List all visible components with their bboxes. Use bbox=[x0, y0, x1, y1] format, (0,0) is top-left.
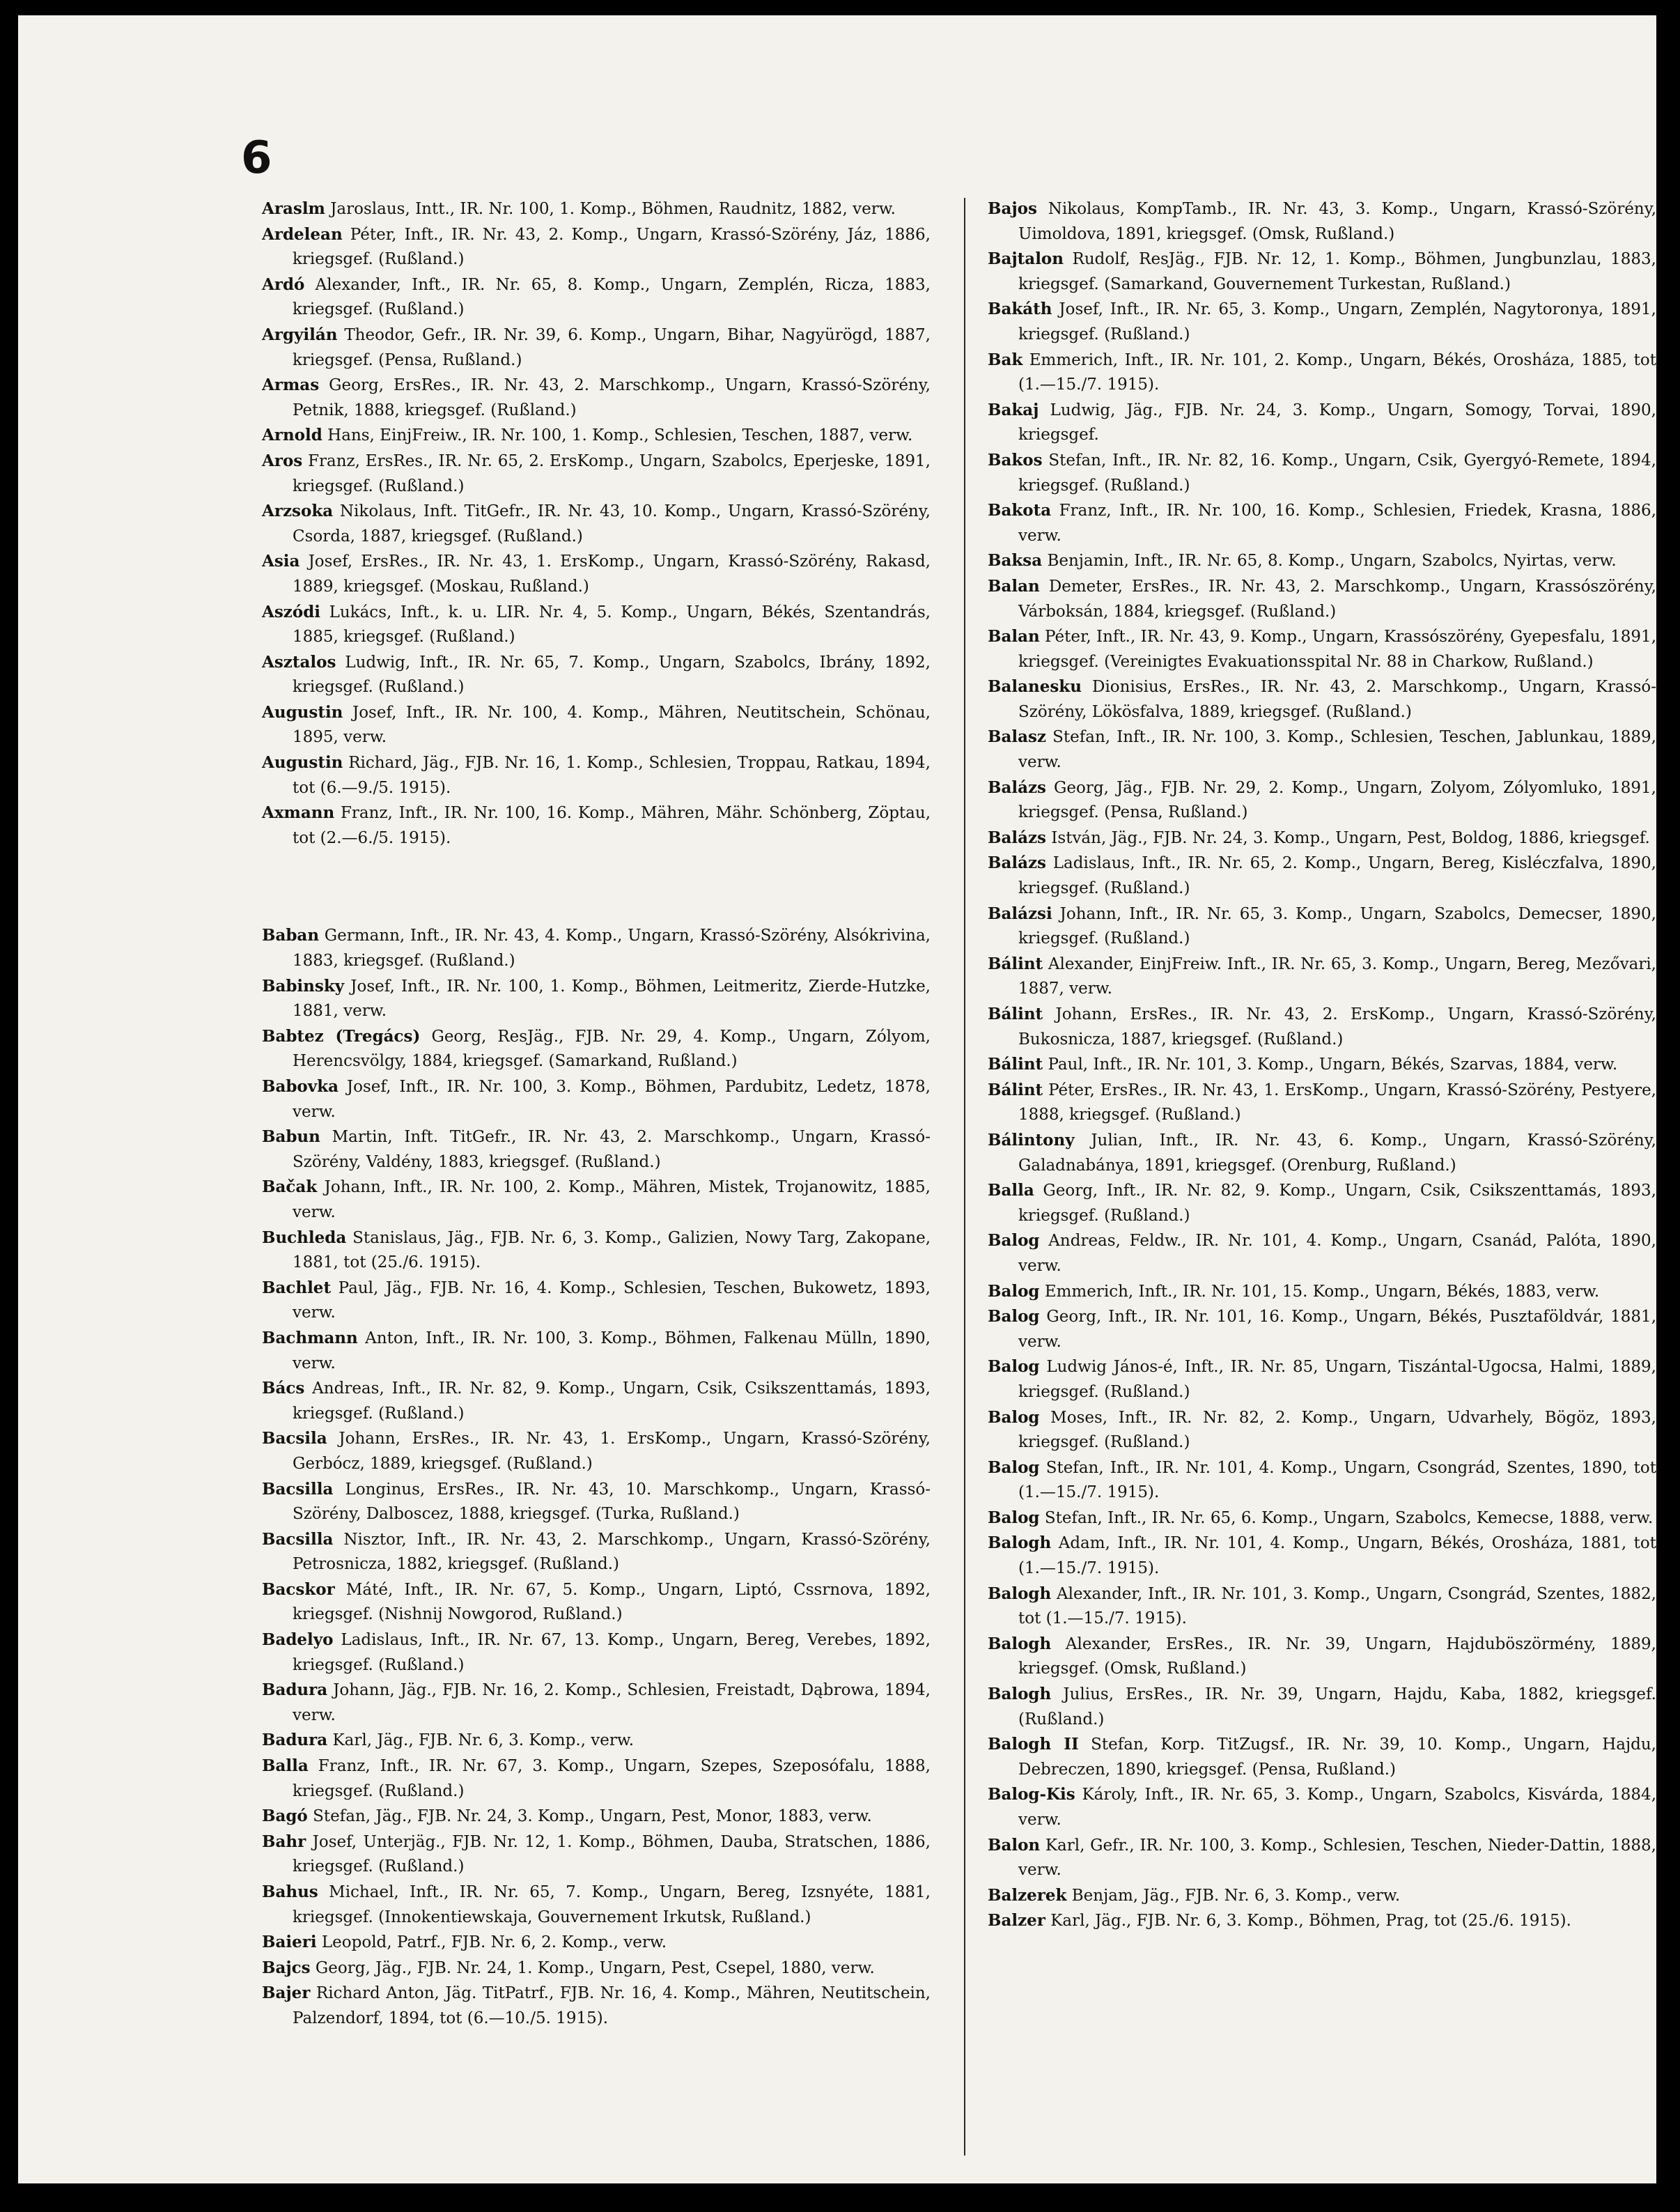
directory-entry bbox=[262, 449, 931, 499]
directory-entry bbox=[262, 1074, 931, 1124]
directory-entry bbox=[262, 499, 931, 549]
entry-details: Georg, Inft., IR. Nr. 82, 9. Komp., Ungarn, Csik, Csikszenttamás, 1893, kriegsgef. (Rußland.) bbox=[1018, 1182, 1656, 1225]
right-column bbox=[988, 196, 1656, 1934]
entry-surname: Balan bbox=[988, 576, 1040, 596]
directory-entry bbox=[988, 775, 1656, 826]
entry-details: Benjamin, Inft., IR. Nr. 65, 8. Komp., Ungarn, Szabolcs, Nyirtas, verw. bbox=[1042, 552, 1617, 571]
entry-surname: Balogh bbox=[988, 1584, 1052, 1603]
entry-surname: Bakáth bbox=[988, 300, 1052, 319]
entry-details: Karl, Jäg., FJB. Nr. 6, 3. Komp., Böhmen, Prag, tot (25./6. 1915). bbox=[1045, 1912, 1571, 1931]
directory-entry bbox=[988, 1178, 1656, 1228]
entry-surname: Bajtalon bbox=[988, 249, 1064, 269]
entry-details: Benjam, Jäg., FJB. Nr. 6, 3. Komp., verw. bbox=[1066, 1886, 1401, 1905]
entry-details: Stefan, Inft., IR. Nr. 100, 3. Komp., Schlesien, Teschen, Jablunkau, 1889, verw. bbox=[1018, 728, 1656, 772]
entry-details: Franz, ErsRes., IR. Nr. 65, 2. ErsKomp., Ungarn, Szabolcs, Eperjeske, 1891, kriegsgef. (Rußland.) bbox=[293, 451, 931, 495]
directory-entry bbox=[988, 1531, 1656, 1581]
directory-entry bbox=[262, 373, 931, 423]
entry-details: Georg, Jäg., FJB. Nr. 24, 1. Komp., Ungarn, Pest, Csepel, 1880, verw. bbox=[310, 1958, 875, 1977]
entry-surname: Balog-Kis bbox=[988, 1785, 1075, 1804]
entry-details: Germann, Inft., IR. Nr. 43, 4. Komp., Ungarn, Krassó-Szörény, Alsókrivina, 1883, kriegsgef. (Rußland.) bbox=[293, 927, 931, 970]
entry-surname: Balog bbox=[988, 1357, 1040, 1377]
entry-details: Franz, Inft., IR. Nr. 100, 16. Komp., Schlesien, Friedek, Krasna, 1886, verw. bbox=[1018, 502, 1656, 545]
entry-details: Ludwig János-é, Inft., IR. Nr. 85, Ungarn, Tiszántal-Ugocsa, Halmi, 1889, kriegsgef. (Rußland.) bbox=[1018, 1358, 1656, 1401]
directory-entry bbox=[988, 548, 1656, 574]
entry-details: Paul, Inft., IR. Nr. 101, 3. Komp., Ungarn, Békés, Szarvas, 1884, verw. bbox=[1043, 1055, 1618, 1074]
entry-surname: Balogh bbox=[988, 1634, 1052, 1653]
entry-details: Leopold, Patrf., FJB. Nr. 6, 2. Komp., verw. bbox=[316, 1933, 667, 1952]
entry-details: Nisztor, Inft., IR. Nr. 43, 2. Marschkomp., Ungarn, Krassó-Szörény, Petrosnicza, 1882, kriegsgef. (Rußland.) bbox=[293, 1530, 931, 1574]
entry-surname: Balog bbox=[988, 1307, 1040, 1327]
directory-entry bbox=[262, 1678, 931, 1728]
entry-details: Josef, Inft., IR. Nr. 100, 3. Komp., Böhmen, Pardubitz, Ledetz, 1878, verw. bbox=[293, 1078, 931, 1121]
directory-entry bbox=[988, 398, 1656, 448]
directory-entry bbox=[262, 1477, 931, 1527]
directory-entry bbox=[988, 498, 1656, 548]
directory-entry bbox=[988, 1128, 1656, 1178]
entry-surname: Bacsilla bbox=[262, 1479, 334, 1499]
directory-entry bbox=[988, 1304, 1656, 1354]
entry-surname: Argyilán bbox=[262, 325, 338, 344]
entry-details: Nikolaus, KompTamb., IR. Nr. 43, 3. Komp., Ungarn, Krassó-Szörény, Uimoldova, 1891, kriegsgef. (Omsk, Rußland.) bbox=[1018, 200, 1656, 243]
entry-details: István, Jäg., FJB. Nr. 24, 3. Komp., Ungarn, Pest, Boldog, 1886, kriegsgef. bbox=[1046, 828, 1650, 847]
entry-details: Karl, Jäg., FJB. Nr. 6, 3. Komp., verw. bbox=[327, 1731, 635, 1750]
directory-entry bbox=[988, 1506, 1656, 1531]
entry-details: Máté, Inft., IR. Nr. 67, 5. Komp., Ungarn, Liptó, Cssrnova, 1892, kriegsgef. (Nishnij Nowgorod, Rußland.) bbox=[293, 1580, 931, 1624]
column-divider bbox=[964, 198, 965, 2156]
entry-details: Johann, ErsRes., IR. Nr. 43, 1. ErsKomp., Ungarn, Krassó-Szörény, Gerbócz, 1889, kriegsgef. (Rußland.) bbox=[293, 1430, 931, 1473]
directory-entry bbox=[988, 1732, 1656, 1782]
entry-surname: Badura bbox=[262, 1731, 328, 1750]
entry-details: Julius, ErsRes., IR. Nr. 39, Ungarn, Hajdu, Kaba, 1882, kriegsgef. (Rußland.) bbox=[1018, 1685, 1656, 1728]
entry-details: Johann, ErsRes., IR. Nr. 43, 2. ErsKomp., Ungarn, Krassó-Szörény, Bukosnicza, 1887, kriegsgef. (Rußland.) bbox=[1018, 1005, 1656, 1049]
entry-surname: Asia bbox=[262, 552, 300, 571]
entry-surname: Augustin bbox=[262, 753, 343, 773]
entry-surname: Arnold bbox=[262, 426, 322, 445]
entry-surname: Armas bbox=[262, 376, 320, 395]
directory-entry bbox=[988, 1908, 1656, 1934]
entry-details: Georg, Jäg., FJB. Nr. 29, 2. Komp., Ungarn, Zolyom, Zólyomluko, 1891, kriegsgef. (Pensa, Rußland.) bbox=[1018, 778, 1656, 822]
entry-details: Franz, Inft., IR. Nr. 100, 16. Komp., Mähren, Mähr. Schönberg, Zöptau, tot (2.—6./5. 1915). bbox=[293, 804, 931, 847]
entry-details: Anton, Inft., IR. Nr. 100, 3. Komp., Böhmen, Falkenau Mülln, 1890, verw. bbox=[293, 1329, 931, 1372]
directory-entry bbox=[262, 1175, 931, 1225]
entry-surname: Balog bbox=[988, 1457, 1040, 1477]
entry-surname: Bálint bbox=[988, 954, 1043, 973]
entry-surname: Ardó bbox=[262, 274, 305, 294]
entry-surname: Asztalos bbox=[262, 652, 336, 672]
directory-entry bbox=[988, 1833, 1656, 1883]
directory-entry bbox=[988, 574, 1656, 624]
directory-entry bbox=[988, 674, 1656, 725]
entry-details: Georg, ErsRes., IR. Nr. 43, 2. Marschkomp., Ungarn, Krassó-Szörény, Petnik, 1888, kriegsgef. (Rußland.) bbox=[293, 376, 931, 419]
directory-entry bbox=[262, 923, 931, 973]
entry-details: Josef, Unterjäg., FJB. Nr. 12, 1. Komp., Böhmen, Dauba, Stratschen, 1886, kriegsgef. (Rußland.) bbox=[293, 1832, 931, 1876]
entry-surname: Balog bbox=[988, 1508, 1040, 1527]
directory-entry bbox=[262, 1627, 931, 1678]
directory-entry bbox=[988, 348, 1656, 398]
directory-entry bbox=[988, 1405, 1656, 1455]
entry-surname: Balla bbox=[988, 1181, 1034, 1200]
entry-surname: Bachlet bbox=[262, 1278, 332, 1297]
entry-surname: Bakaj bbox=[988, 400, 1039, 419]
entry-details: Josef, Inft., IR. Nr. 100, 1. Komp., Böhmen, Leitmeritz, Zierde-Hutzke, 1881, verw. bbox=[293, 977, 931, 1021]
directory-entry bbox=[988, 247, 1656, 297]
directory-entry bbox=[262, 423, 931, 449]
entry-details: Stefan, Jäg., FJB. Nr. 24, 3. Komp., Ungarn, Pest, Monor, 1883, verw. bbox=[307, 1807, 872, 1826]
directory-entry bbox=[988, 725, 1656, 775]
directory-entry bbox=[988, 1354, 1656, 1405]
entry-surname: Bačak bbox=[262, 1177, 318, 1197]
entry-details: Hans, EinjFreiw., IR. Nr. 100, 1. Komp., Schlesien, Teschen, 1887, verw. bbox=[322, 426, 913, 445]
entry-details: Josef, ErsRes., IR. Nr. 43, 1. ErsKomp., Ungarn, Krassó-Szörény, Rakasd, 1889, kriegsgef. (Moskau, Rußland.) bbox=[293, 552, 931, 596]
entry-details: Michael, Inft., IR. Nr. 65, 7. Komp., Ungarn, Bereg, Izsnyéte, 1881, kriegsgef. (Innokentiewskaja, Gouvernement Irkutsk, Rußland.) bbox=[293, 1883, 931, 1926]
entry-surname: Balog bbox=[988, 1281, 1040, 1301]
entry-details: Martin, Inft. TitGefr., IR. Nr. 43, 2. Marschkomp., Ungarn, Krassó-Szörény, Valdény, 1883, kriegsgef. (Rußland.) bbox=[293, 1128, 931, 1171]
directory-entry bbox=[988, 1632, 1656, 1682]
entry-surname: Balanesku bbox=[988, 677, 1082, 697]
entry-surname: Bagó bbox=[262, 1807, 308, 1826]
entry-surname: Bakota bbox=[988, 501, 1052, 520]
entry-surname: Aszódi bbox=[262, 602, 321, 621]
directory-entry bbox=[988, 902, 1656, 952]
entry-surname: Bacsilla bbox=[262, 1529, 334, 1549]
entry-details: Johann, Jäg., FJB. Nr. 16, 2. Komp., Schlesien, Freistadt, Dąbrowa, 1894, verw. bbox=[293, 1681, 931, 1724]
entry-surname: Balázs bbox=[988, 828, 1046, 847]
directory-entry bbox=[262, 700, 931, 750]
entry-surname: Bacsila bbox=[262, 1429, 327, 1448]
entry-details: Richard, Jäg., FJB. Nr. 16, 1. Komp., Schlesien, Troppau, Ratkau, 1894, tot (6.—9./5. 1915). bbox=[293, 754, 931, 797]
entry-details: Emmerich, Inft., IR. Nr. 101, 15. Komp., Ungarn, Békés, 1883, verw. bbox=[1039, 1282, 1600, 1301]
entry-surname: Balogh bbox=[988, 1533, 1052, 1553]
entry-surname: Ardelean bbox=[262, 224, 343, 244]
directory-entry bbox=[262, 1376, 931, 1426]
entry-surname: Baieri bbox=[262, 1933, 317, 1952]
entry-surname: Bajos bbox=[988, 199, 1037, 218]
entry-details: Lukács, Inft., k. u. LIR. Nr. 4, 5. Komp., Ungarn, Békés, Szentandrás, 1885, kriegsgef. (Rußland.) bbox=[293, 603, 931, 647]
entry-details: Georg, Inft., IR. Nr. 101, 16. Komp., Ungarn, Békés, Pusztaföldvár, 1881, verw. bbox=[1018, 1308, 1656, 1351]
entry-surname: Babun bbox=[262, 1127, 320, 1147]
entry-surname: Bak bbox=[988, 350, 1023, 369]
entry-surname: Bahus bbox=[262, 1882, 318, 1901]
directory-entry bbox=[988, 1279, 1656, 1305]
entry-surname: Bacskor bbox=[262, 1579, 335, 1599]
directory-entry bbox=[262, 1326, 931, 1376]
entry-details: Péter, Inft., IR. Nr. 43, 2. Komp., Ungarn, Krassó-Szörény, Jáz, 1886, kriegsgef. (Rußland.) bbox=[293, 225, 931, 269]
directory-entry bbox=[262, 801, 931, 851]
directory-entry bbox=[988, 448, 1656, 498]
directory-entry bbox=[262, 600, 931, 650]
entry-surname: Balla bbox=[262, 1756, 309, 1776]
directory-entry bbox=[262, 1124, 931, 1175]
entry-surname: Bálint bbox=[988, 1080, 1043, 1099]
entry-details: Longinus, ErsRes., IR. Nr. 43, 10. Marschkomp., Ungarn, Krassó-Szörény, Dalboscez, 1888, kriegsgef. (Turka, Rußland.) bbox=[293, 1480, 931, 1524]
entry-surname: Bakos bbox=[988, 450, 1043, 470]
directory-entry bbox=[262, 1276, 931, 1326]
entry-surname: Balasz bbox=[988, 727, 1046, 747]
entry-surname: Bachmann bbox=[262, 1328, 358, 1347]
entry-surname: Balogh II bbox=[988, 1735, 1079, 1754]
entry-surname: Bajer bbox=[262, 1983, 311, 2003]
entry-surname: Buchleda bbox=[262, 1228, 347, 1247]
directory-entry bbox=[262, 1830, 931, 1880]
directory-entry bbox=[262, 1527, 931, 1577]
entry-details: Péter, ErsRes., IR. Nr. 43, 1. ErsKomp., Ungarn, Krassó-Szörény, Pestyere, 1888, kriegsgef. (Rußland.) bbox=[1018, 1081, 1656, 1124]
directory-entry bbox=[262, 1956, 931, 1981]
entry-details: Stefan, Inft., IR. Nr. 101, 4. Komp., Ungarn, Csongrád, Szentes, 1890, tot (1.—15./7. 1915). bbox=[1018, 1458, 1656, 1502]
directory-entry bbox=[988, 1228, 1656, 1278]
entry-surname: Balon bbox=[988, 1835, 1041, 1855]
directory-entry bbox=[988, 851, 1656, 901]
entry-surname: Balog bbox=[988, 1407, 1040, 1427]
entry-surname: Balog bbox=[988, 1231, 1040, 1251]
directory-entry bbox=[988, 1883, 1656, 1909]
entry-details: Theodor, Gefr., IR. Nr. 39, 6. Komp., Ungarn, Bihar, Nagyürögd, 1887, kriegsgef. (Pensa, Rußland.) bbox=[293, 325, 931, 369]
entry-details: Josef, Inft., IR. Nr. 65, 3. Komp., Ungarn, Zemplén, Nagytoronya, 1891, kriegsgef. (Rußland.) bbox=[1018, 300, 1656, 343]
entry-details: Ladislaus, Inft., IR. Nr. 67, 13. Komp., Ungarn, Bereg, Verebes, 1892, kriegsgef. (Rußland.) bbox=[293, 1631, 931, 1674]
directory-entry bbox=[988, 1052, 1656, 1078]
entry-surname: Aros bbox=[262, 451, 303, 470]
directory-entry bbox=[262, 1426, 931, 1476]
entry-surname: Balázs bbox=[988, 853, 1046, 873]
directory-entry bbox=[262, 1880, 931, 1930]
entry-details: Ludwig, Inft., IR. Nr. 65, 7. Komp., Ungarn, Szabolcs, Ibrány, 1892, kriegsgef. (Rußland.) bbox=[293, 653, 931, 697]
entry-surname: Baksa bbox=[988, 551, 1043, 571]
entry-details: Alexander, EinjFreiw. Inft., IR. Nr. 65, 3. Komp., Ungarn, Bereg, Mezővari, 1887, verw. bbox=[1018, 954, 1656, 998]
directory-entry bbox=[262, 1754, 931, 1804]
entry-details: Károly, Inft., IR. Nr. 65, 3. Komp., Ungarn, Szabolcs, Kisvárda, 1884, verw. bbox=[1018, 1786, 1656, 1829]
directory-entry bbox=[262, 549, 931, 599]
entry-details: Stefan, Inft., IR. Nr. 65, 6. Komp., Ungarn, Szabolcs, Kemecse, 1888, verw. bbox=[1039, 1508, 1654, 1527]
entry-details: Julian, Inft., IR. Nr. 43, 6. Komp., Ungarn, Krassó-Szörény, Galadnabánya, 1891, kriegsgef. (Orenburg, Rußland.) bbox=[1018, 1131, 1656, 1175]
entry-details: Stanislaus, Jäg., FJB. Nr. 6, 3. Komp., Galizien, Nowy Targ, Zakopane, 1881, tot (25./6. 1915). bbox=[293, 1228, 931, 1272]
entry-details: Demeter, ErsRes., IR. Nr. 43, 2. Marschkomp., Ungarn, Krassószörény, Várboksán, 1884, kriegsgef. (Rußland.) bbox=[1018, 577, 1656, 621]
directory-entry bbox=[262, 196, 931, 222]
directory-entry bbox=[262, 222, 931, 272]
directory-entry bbox=[988, 952, 1656, 1002]
directory-entry bbox=[262, 1225, 931, 1276]
directory-entry bbox=[988, 826, 1656, 851]
directory-entry bbox=[262, 323, 931, 373]
directory-entry bbox=[262, 650, 931, 700]
directory-entry bbox=[262, 1804, 931, 1830]
entry-surname: Badura bbox=[262, 1680, 328, 1700]
directory-entry bbox=[988, 624, 1656, 674]
directory-entry bbox=[262, 750, 931, 801]
directory-entry bbox=[988, 1782, 1656, 1832]
directory-entry bbox=[262, 1024, 931, 1074]
entry-surname: Balázsi bbox=[988, 904, 1052, 923]
entry-surname: Balzer bbox=[988, 1911, 1045, 1931]
entry-surname: Bálint bbox=[988, 1005, 1043, 1023]
entry-surname: Babovka bbox=[262, 1077, 339, 1096]
directory-entry bbox=[988, 1455, 1656, 1506]
entry-surname: Arzsoka bbox=[262, 502, 334, 521]
entry-details: Alexander, ErsRes., IR. Nr. 39, Ungarn, Hajduböszörmény, 1889, kriegsgef. (Omsk, Rußland.) bbox=[1018, 1634, 1656, 1678]
entry-details: Alexander, Inft., IR. Nr. 101, 3. Komp., Ungarn, Csongrád, Szentes, 1882, tot (1.—15./7. 1915). bbox=[1018, 1584, 1656, 1628]
entry-details: Karl, Gefr., IR. Nr. 100, 3. Komp., Schlesien, Teschen, Nieder-Dattin, 1888, verw. bbox=[1018, 1836, 1656, 1880]
entry-surname: Balzerek bbox=[988, 1885, 1067, 1905]
entry-surname: Balan bbox=[988, 627, 1040, 647]
directory-page bbox=[18, 15, 1656, 2183]
directory-entry bbox=[988, 1682, 1656, 1732]
left-column bbox=[262, 196, 931, 2032]
entry-details: Stefan, Inft., IR. Nr. 82, 16. Komp., Ungarn, Csik, Gyergyó-Remete, 1894, kriegsgef. (Rußland.) bbox=[1018, 451, 1656, 495]
entry-surname: Baban bbox=[262, 926, 320, 945]
entry-details: Andreas, Feldw., IR. Nr. 101, 4. Komp., Ungarn, Csanád, Palóta, 1890, verw. bbox=[1018, 1232, 1656, 1275]
entry-details: Ladislaus, Inft., IR. Nr. 65, 2. Komp., Ungarn, Bereg, Kisléczfalva, 1890, kriegsgef. (Rußland.) bbox=[1018, 854, 1656, 898]
directory-entry bbox=[988, 297, 1656, 347]
entry-details: Josef, Inft., IR. Nr. 100, 4. Komp., Mähren, Neutitschein, Schönau, 1895, verw. bbox=[293, 703, 931, 747]
entry-surname: Augustin bbox=[262, 702, 343, 722]
directory-entry bbox=[262, 974, 931, 1024]
entry-details: Nikolaus, Inft. TitGefr., IR. Nr. 43, 10. Komp., Ungarn, Krassó-Szörény, Csorda, 1887, kriegsgef. (Rußland.) bbox=[293, 502, 931, 546]
entry-details: Franz, Inft., IR. Nr. 67, 3. Komp., Ungarn, Szepes, Szeposófalu, 1888, kriegsgef. (Rußland.) bbox=[293, 1757, 931, 1800]
entry-surname: Balogh bbox=[988, 1685, 1052, 1704]
entry-details: Adam, Inft., IR. Nr. 101, 4. Komp., Ungarn, Békés, Orosháza, 1881, tot (1.—15./7. 1915). bbox=[1018, 1534, 1656, 1578]
entry-details: Stefan, Korp. TitZugsf., IR. Nr. 39, 10. Komp., Ungarn, Hajdu, Debreczen, 1890, kriegsgef. (Pensa, Rußland.) bbox=[1018, 1735, 1656, 1779]
entry-details: Emmerich, Inft., IR. Nr. 101, 2. Komp., Ungarn, Békés, Orosháza, 1885, tot (1.—15./7. 1915). bbox=[1018, 350, 1656, 394]
directory-entry bbox=[262, 1577, 931, 1627]
entry-details: Paul, Jäg., FJB. Nr. 16, 4. Komp., Schlesien, Teschen, Bukowetz, 1893, verw. bbox=[293, 1278, 931, 1322]
entry-details: Johann, Inft., IR. Nr. 100, 2. Komp., Mähren, Mistek, Trojanowitz, 1885, verw. bbox=[293, 1178, 931, 1221]
entry-details: Péter, Inft., IR. Nr. 43, 9. Komp., Ungarn, Krassószörény, Gyepesfalu, 1891, kriegsgef. (Vereinigtes Evakuationsspital Nr. 88 in Charkow, Rußland.) bbox=[1018, 628, 1657, 671]
entry-surname: Bahr bbox=[262, 1832, 306, 1851]
entry-details: Georg, ResJäg., FJB. Nr. 29, 4. Komp., Ungarn, Zólyom, Herencsvölgy, 1884, kriegsgef. (Samarkand, Rußland.) bbox=[293, 1027, 931, 1071]
entry-details: Ludwig, Jäg., FJB. Nr. 24, 3. Komp., Ungarn, Somogy, Torvai, 1890, kriegsgef. bbox=[1018, 401, 1656, 444]
entry-surname: Araslm bbox=[262, 199, 325, 218]
directory-entry bbox=[988, 196, 1656, 247]
directory-entry bbox=[262, 1930, 931, 1956]
entry-details: Alexander, Inft., IR. Nr. 65, 8. Komp., Ungarn, Zemplén, Ricza, 1883, kriegsgef. (Rußland.) bbox=[293, 275, 931, 319]
entry-details: Jaroslaus, Intt., IR. Nr. 100, 1. Komp., Böhmen, Raudnitz, 1882, verw. bbox=[325, 200, 896, 218]
directory-entry bbox=[988, 1581, 1656, 1632]
directory-entry bbox=[262, 272, 931, 323]
entry-details: Richard Anton, Jäg. TitPatrf., FJB. Nr. 16, 4. Komp., Mähren, Neutitschein, Palzendorf, 1894, tot (6.—10./5. 1915). bbox=[293, 1984, 931, 2027]
directory-entry bbox=[988, 1078, 1656, 1128]
entry-surname: Bajcs bbox=[262, 1958, 311, 1977]
directory-entry bbox=[262, 1981, 931, 2031]
directory-entry bbox=[988, 1002, 1656, 1052]
entry-surname: Bács bbox=[262, 1379, 305, 1398]
entry-surname: Babinsky bbox=[262, 976, 345, 996]
entry-details: Andreas, Inft., IR. Nr. 82, 9. Komp., Ungarn, Csik, Csikszenttamás, 1893, kriegsgef. (Rußland.) bbox=[293, 1379, 931, 1423]
entry-surname: Axmann bbox=[262, 803, 335, 823]
entry-details: Johann, Inft., IR. Nr. 65, 3. Komp., Ungarn, Szabolcs, Demecser, 1890, kriegsgef. (Rußland.) bbox=[1018, 904, 1656, 948]
entry-surname: Bálint bbox=[988, 1055, 1043, 1074]
entry-surname: Balázs bbox=[988, 778, 1046, 797]
entry-surname: Bálintony bbox=[988, 1130, 1075, 1150]
entry-surname: Badelyo bbox=[262, 1630, 334, 1650]
directory-entry bbox=[262, 1728, 931, 1754]
entry-details: Moses, Inft., IR. Nr. 82, 2. Komp., Ungarn, Udvarhely, Bögöz, 1893, kriegsgef. (Rußland.) bbox=[1018, 1408, 1656, 1452]
entry-details: Rudolf, ResJäg., FJB. Nr. 12, 1. Komp., Böhmen, Jungbunzlau, 1883, kriegsgef. (Samarkand, Gouvernement Turkestan, Rußland.) bbox=[1018, 250, 1656, 293]
entry-details: Dionisius, ErsRes., IR. Nr. 43, 2. Marschkomp., Ungarn, Krassó-Szörény, Lökösfalva, 1889, kriegsgef. (Rußland.) bbox=[1018, 678, 1656, 721]
page-number: 6 bbox=[241, 132, 272, 184]
entry-surname: Babtez (Tregács) bbox=[262, 1026, 421, 1046]
